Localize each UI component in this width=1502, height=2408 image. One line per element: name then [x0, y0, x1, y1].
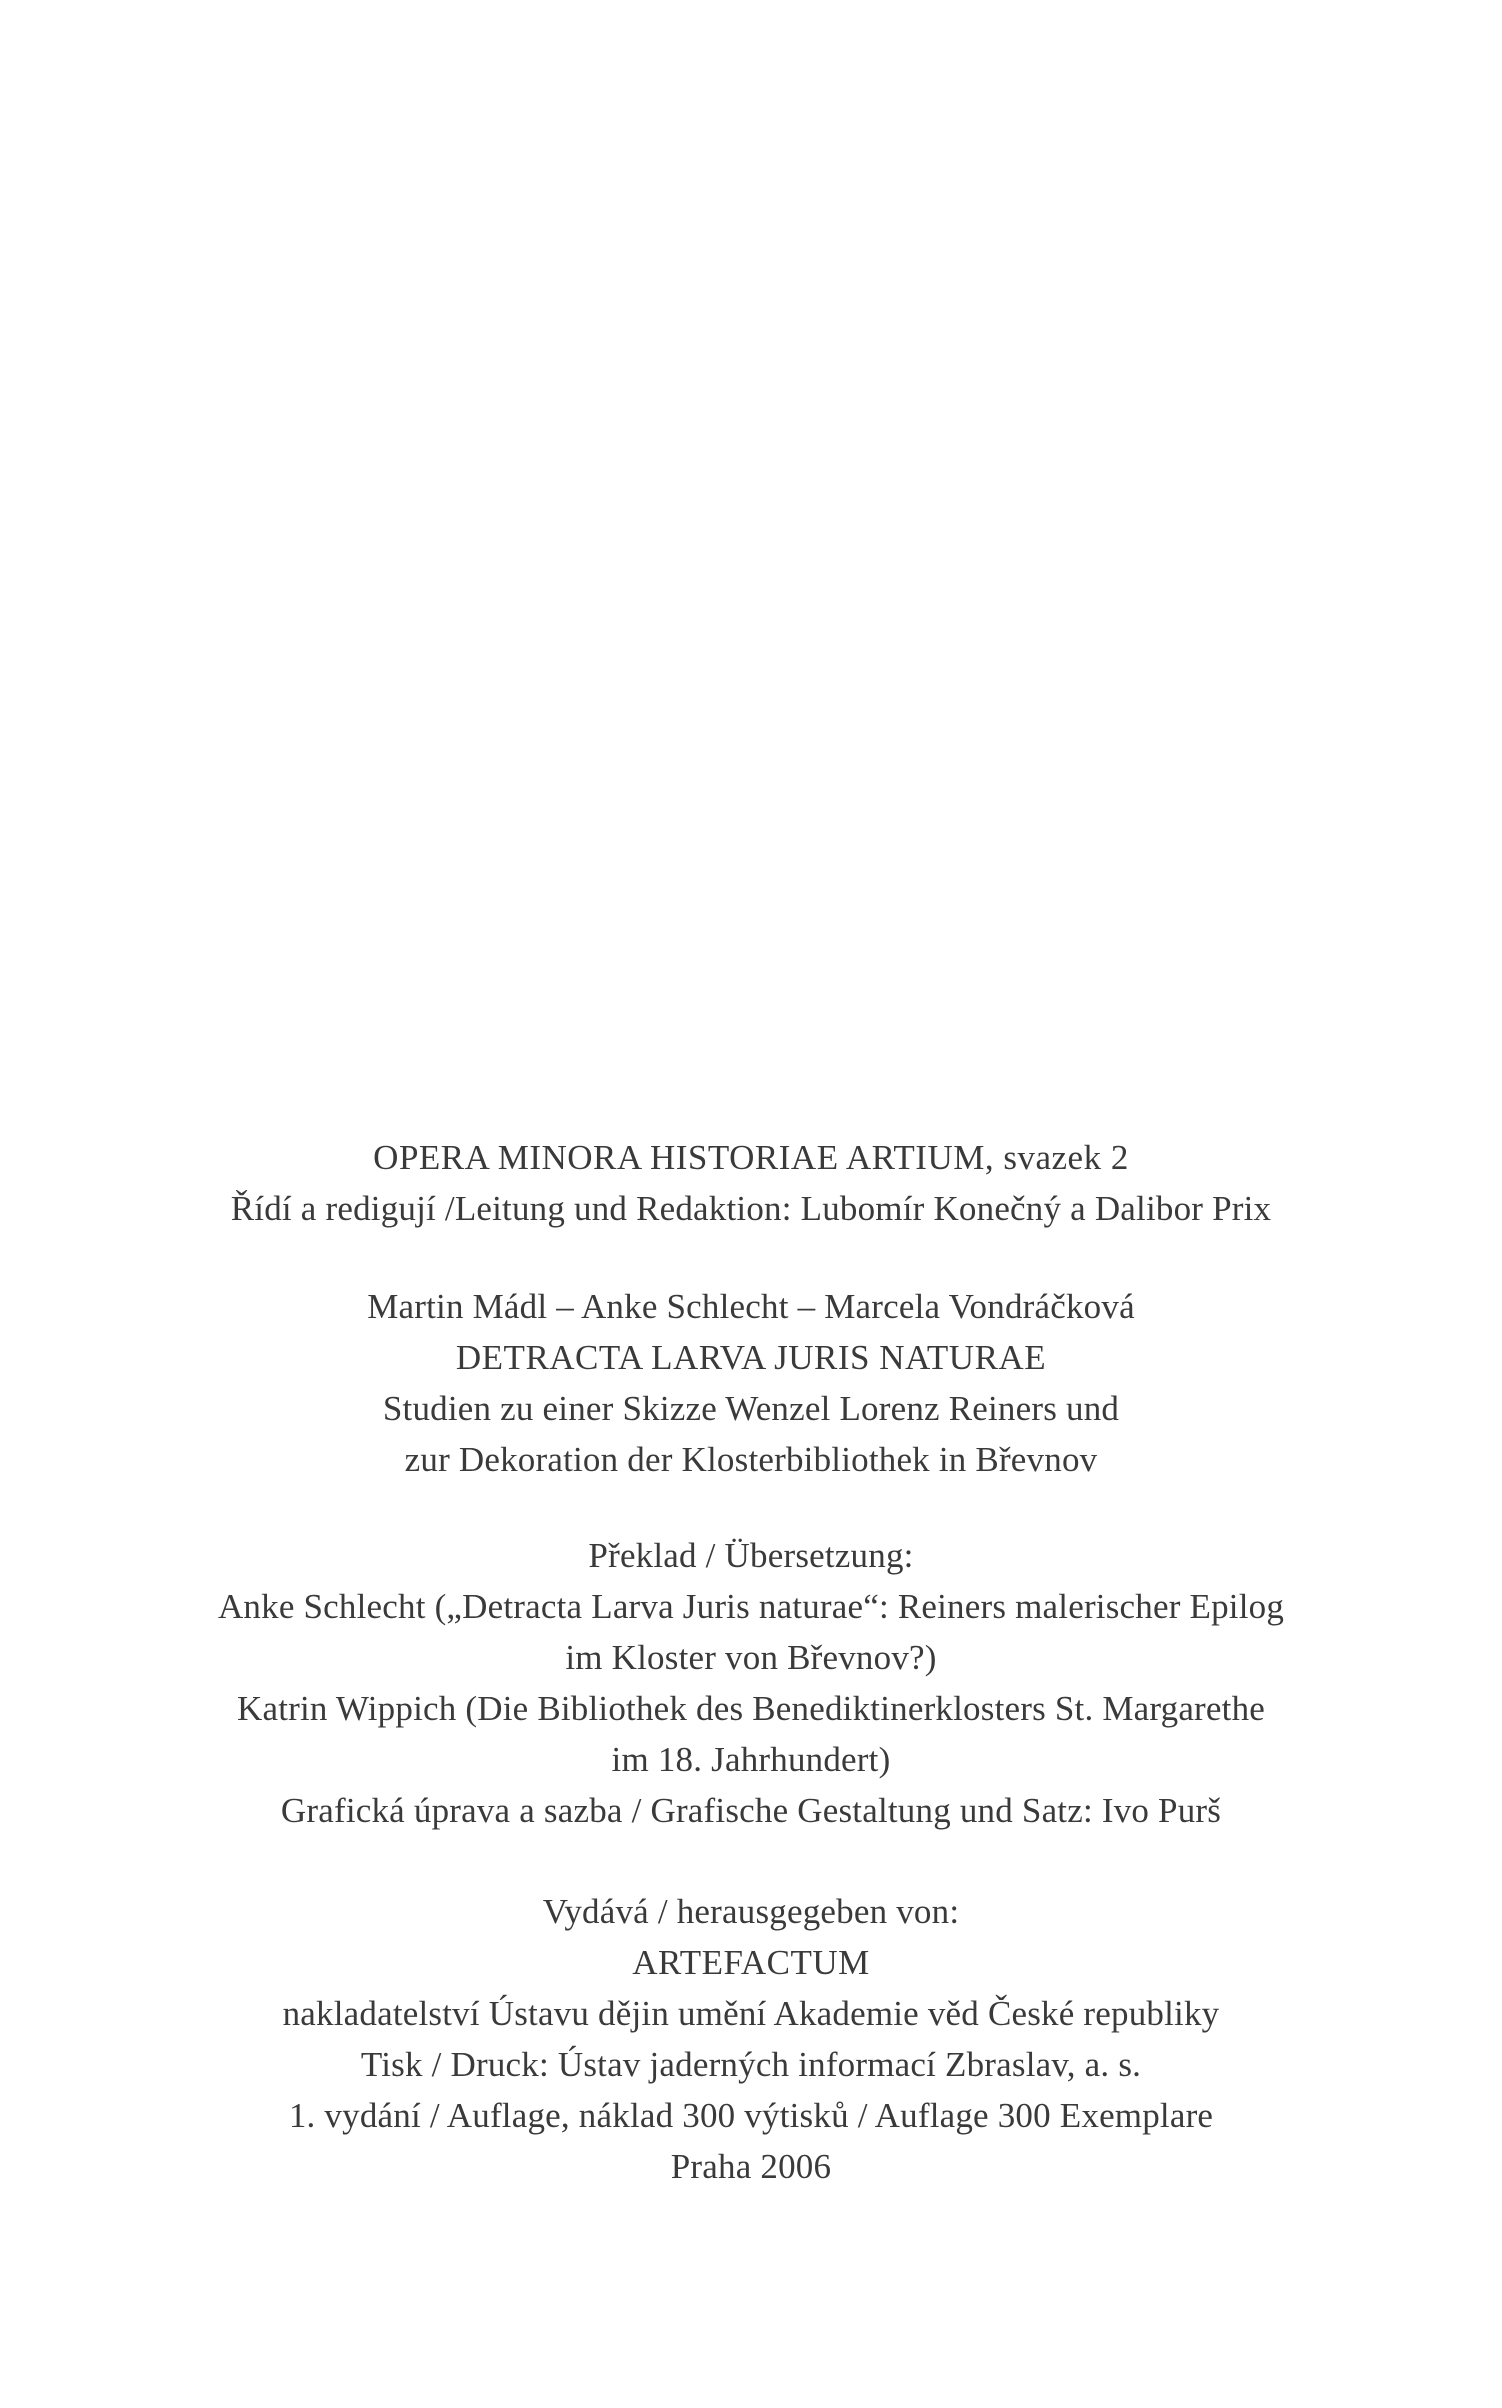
book-block — [0, 1281, 1502, 1485]
authors: Martin Mádl – Anke Schlecht – Marcela Vondráčková — [367, 1287, 1135, 1326]
publisher-block — [0, 1886, 1502, 2192]
translator-2-line-2: im 18. Jahrhundert) — [611, 1740, 891, 1779]
colophon — [0, 1132, 1502, 2192]
publisher-name: ARTEFACTUM — [632, 1943, 870, 1982]
credits-block — [0, 1530, 1502, 1836]
series-title: OPERA MINORA HISTORIAE ARTIUM, svazek 2 — [373, 1138, 1129, 1177]
translator-1-line-1: Anke Schlecht („Detracta Larva Juris naturae“: Reiners malerischer Epilog — [217, 1587, 1285, 1626]
printer: Tisk / Druck: Ústav jaderných informací Zbraslav, a. s. — [360, 2045, 1142, 2084]
place-year: Praha 2006 — [670, 2147, 832, 2186]
translator-1-line-2: im Kloster von Břevnov?) — [565, 1638, 937, 1677]
design-credit: Grafická úprava a sazba / Grafische Gestaltung und Satz: Ivo Purš — [280, 1791, 1222, 1830]
book-subtitle-line-2: zur Dekoration der Klosterbibliothek in Břevnov — [404, 1440, 1098, 1479]
book-subtitle-line-1: Studien zu einer Skizze Wenzel Lorenz Reiners und — [382, 1389, 1120, 1428]
publisher-institution: nakladatelství Ústavu dějin umění Akademie věd České republiky — [282, 1994, 1220, 2033]
translation-heading: Překlad / Übersetzung: — [588, 1536, 914, 1575]
edition-info: 1. vydání / Auflage, náklad 300 výtisků / Auflage 300 Exemplare — [288, 2096, 1214, 2135]
translator-2-line-1: Katrin Wippich (Die Bibliothek des Benediktinerklosters St. Margarethe — [236, 1689, 1266, 1728]
publisher-heading: Vydává / herausgegeben von: — [542, 1892, 960, 1931]
book-title: DETRACTA LARVA JURIS NATURAE — [455, 1338, 1047, 1377]
series-block — [0, 1132, 1502, 1234]
series-editors: Řídí a redigují /Leitung und Redaktion: Lubomír Konečný a Dalibor Prix — [230, 1189, 1272, 1228]
